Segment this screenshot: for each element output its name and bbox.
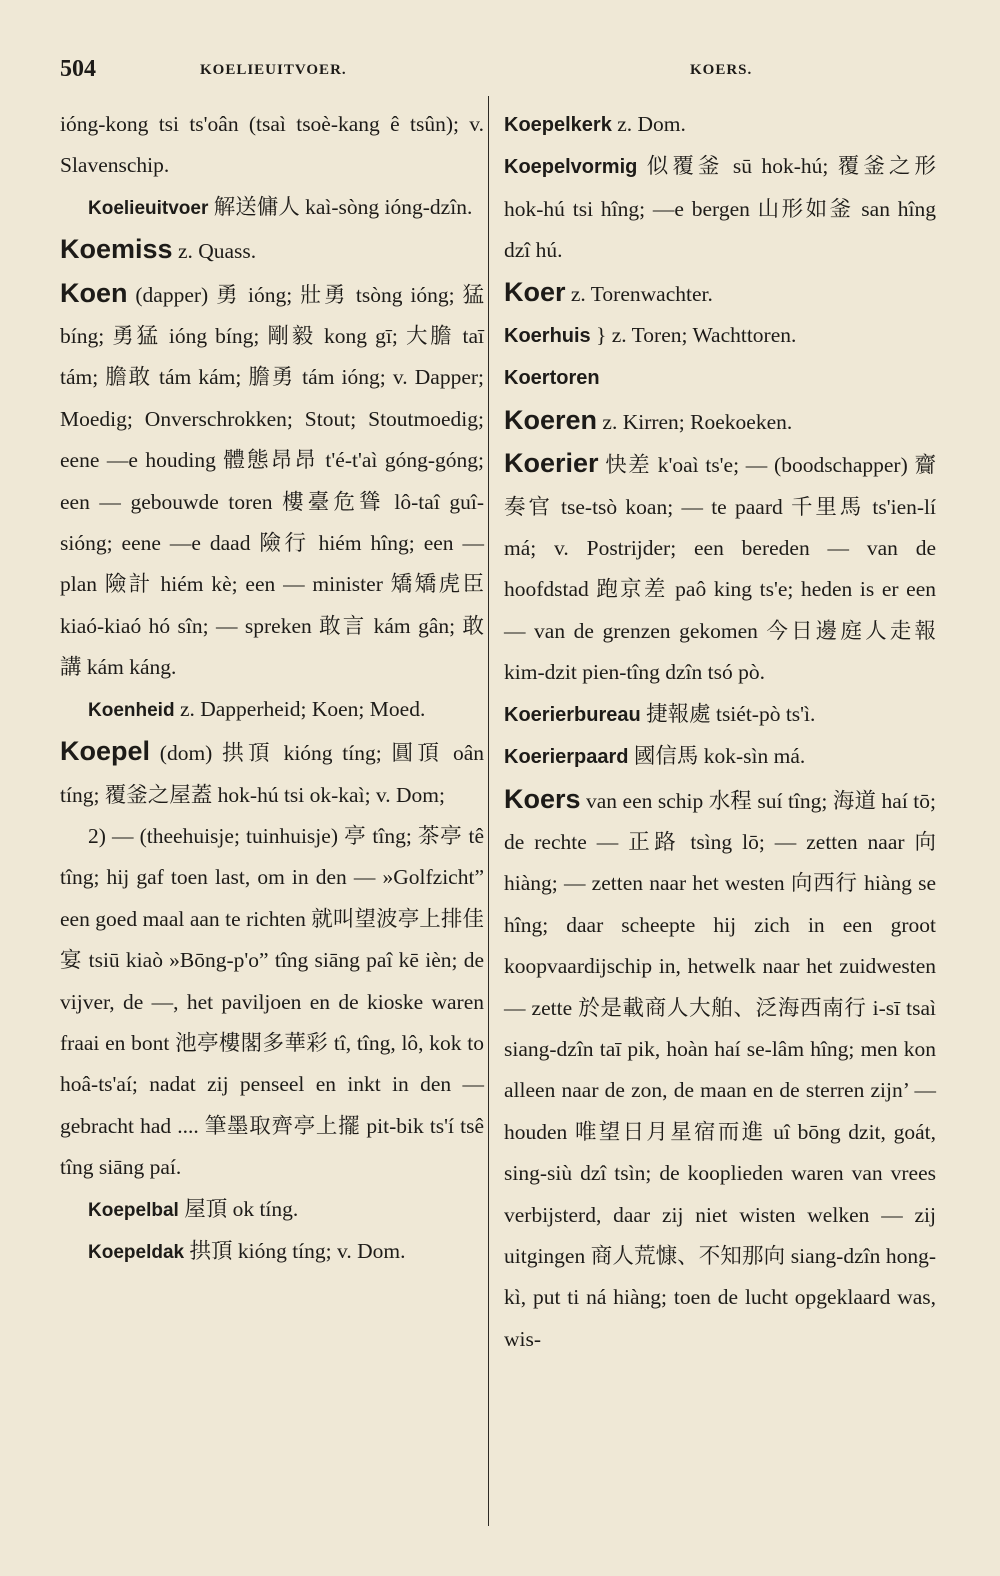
entry-text: z. Quass.	[172, 239, 257, 264]
dictionary-entry	[504, 104, 936, 146]
entry-text: z. Dom.	[611, 112, 686, 136]
entry-text: van een schip 水程 suí tîng; 海道 haí tō; de rechte — 正路 tsìng lō; — zetten naar 向 hiàng; — zetten naar het westen 向西行 hiàng se hîng; daar scheepte hij zich in een groot koopvaardijschip in, hetwelk naar het zuidwesten — zette 於是載商人大舶、泛海西南行 i-sī tsaì siang-dzîn taī pik, hoàn haí se-lâm hîng; men kon alleen naar de zon, de maan en de sterren zijn’ — houden 唯望日月星宿而進 uî bōng dzit, goát, sing-siù dzî tsìn; de kooplieden waren van vrees verbijsterd, daar zij niet wisten welken — zij uitgingen 商人荒慷、不知那向 siang-dzîn hong-kì, put ti ná hiàng; toen de lucht opgeklaard was, wis-	[504, 788, 936, 1351]
right-column	[504, 104, 936, 1360]
entry-headword: Koepel	[60, 736, 151, 767]
entry-text: 屋頂 ok tíng.	[178, 1196, 299, 1221]
entry-text: 國信馬 kok-sìn má.	[628, 744, 806, 769]
entry-text: z. Kirren; Roekoeken.	[597, 409, 793, 434]
dictionary-entry	[504, 443, 936, 693]
entry-text: } z. Toren; Wachttoren.	[590, 323, 797, 348]
entry-text: (dapper) 勇 ióng; 壯勇 tsòng ióng; 猛 bíng; 勇猛 ióng bíng; 剛毅 kong gī; 大膽 taī tám; 膽敢 tám kám; 膽勇 tám ióng; v. Dapper; Moedig; Onverschrokken; Stout; Stoutmoedig; eene —e houding 體態昂昂 t'é-t'aì góng-góng; een — gebouwde toren 樓臺危聳 lô-taî guî-sióng; eene —e daad 險行 hiém hîng; een — plan 險計 hiém kè; een — minister 矯矯虎臣 kiaó-kiaó hó sîn; — spreken 敢言 kám gân; 敢講 kám káng.	[60, 282, 484, 680]
entry-headword: Koerhuis	[504, 325, 591, 348]
dictionary-entry	[60, 1231, 484, 1273]
dictionary-entry	[504, 315, 936, 357]
dictionary-entry	[60, 1189, 484, 1231]
dictionary-entry	[60, 816, 484, 1189]
entry-headword: Koelieuitvoer	[88, 197, 209, 219]
entry-text: ióng-kong tsi ts'oân (tsaì tsoè-kang ê tsûn); v. Slavenschip.	[60, 112, 484, 178]
dictionary-entry	[60, 689, 484, 731]
entry-text: 2) — (theehuisje; tuinhuisje) 亭 tîng; 茶亭 tê tîng; hij gaf toen last, om in den — »Golfzicht” een goed maal aan te richten 就叫望波亭上排佳宴 tsiū kiaò »Bōng-p'o” tîng siāng paî kē ièn; de vijver, de —, het paviljoen en de kioske waren fraai en bont 池亭樓閣多華彩 tî, tîng, lô, kok to hoâ-ts'aí; nadat zij penseel en inkt in den — gebracht had .... 筆墨取齊亭上擺 pit-bik ts'í tsê tîng siāng paí.	[60, 823, 484, 1180]
entry-text: 似覆釜 sū hok-hú; 覆釜之形 hok-hú tsi hîng; —e bergen 山形如釜 san hîng dzî hú.	[504, 154, 936, 263]
entry-headword: Koer	[504, 276, 566, 307]
entry-text: 捷報處 tsiét-pò ts'ì.	[640, 701, 816, 726]
entry-headword: Koepelkerk	[504, 114, 612, 136]
dictionary-entry	[60, 187, 484, 229]
dictionary-entry	[60, 104, 484, 187]
entry-headword: Koepelvormig	[504, 156, 638, 179]
entry-headword: Koenheid	[88, 699, 175, 721]
entry-headword: Koemiss	[60, 234, 173, 265]
page-number: 504	[60, 56, 96, 82]
dictionary-entry	[60, 229, 484, 272]
page-header	[60, 52, 940, 92]
dictionary-entry	[504, 736, 936, 778]
column-divider	[488, 96, 489, 1526]
dictionary-entry	[504, 779, 936, 1361]
entry-text: z. Torenwachter.	[565, 281, 713, 306]
dictionary-entry	[504, 272, 936, 315]
entry-headword: Koerierpaard	[504, 746, 629, 769]
entry-headword: Koers	[504, 783, 581, 814]
entry-headword: Koerierbureau	[504, 703, 641, 726]
dictionary-entry	[504, 694, 936, 736]
dictionary-entry	[60, 273, 484, 689]
entry-text: z. Dapperheid; Koen; Moed.	[174, 696, 426, 721]
dictionary-entry	[60, 731, 484, 816]
right-running-head: KOERS.	[690, 62, 753, 78]
dictionary-entry	[504, 400, 936, 443]
entry-headword: Koepelbal	[88, 1199, 179, 1221]
entry-headword: Koepeldak	[88, 1241, 185, 1263]
left-running-head: KOELIEUITVOER.	[200, 62, 347, 78]
dictionary-entry	[504, 146, 936, 271]
entry-headword: Koeren	[504, 404, 598, 435]
entry-text: (dom) 拱頂 kióng tíng; 圓頂 oân tíng; 覆釜之屋蓋 hok-hú tsi ok-kaì; v. Dom;	[60, 741, 484, 807]
left-column	[60, 104, 484, 1273]
entry-text: 拱頂 kióng tíng; v. Dom.	[184, 1238, 406, 1263]
entry-text: 快差 k'oaì ts'e; — (boodschapper) 齎奏官 tse-tsò koan; — te paard 千里馬 ts'ien-lí má; v. Postrijder; een bereden — van de hoofdstad 跑京差 paô king ts'e; heden is er een — van de grenzen gekomen 今日邊庭人走報 kim-dzit pien-tîng dzîn tsó pò.	[504, 453, 936, 685]
entry-text: 解送傭人 kaì-sòng ióng-dzîn.	[208, 194, 473, 219]
dictionary-entry	[504, 357, 936, 399]
entry-headword: Koertoren	[504, 367, 600, 390]
entry-headword: Koen	[60, 277, 128, 308]
entry-headword: Koerier	[504, 448, 599, 479]
